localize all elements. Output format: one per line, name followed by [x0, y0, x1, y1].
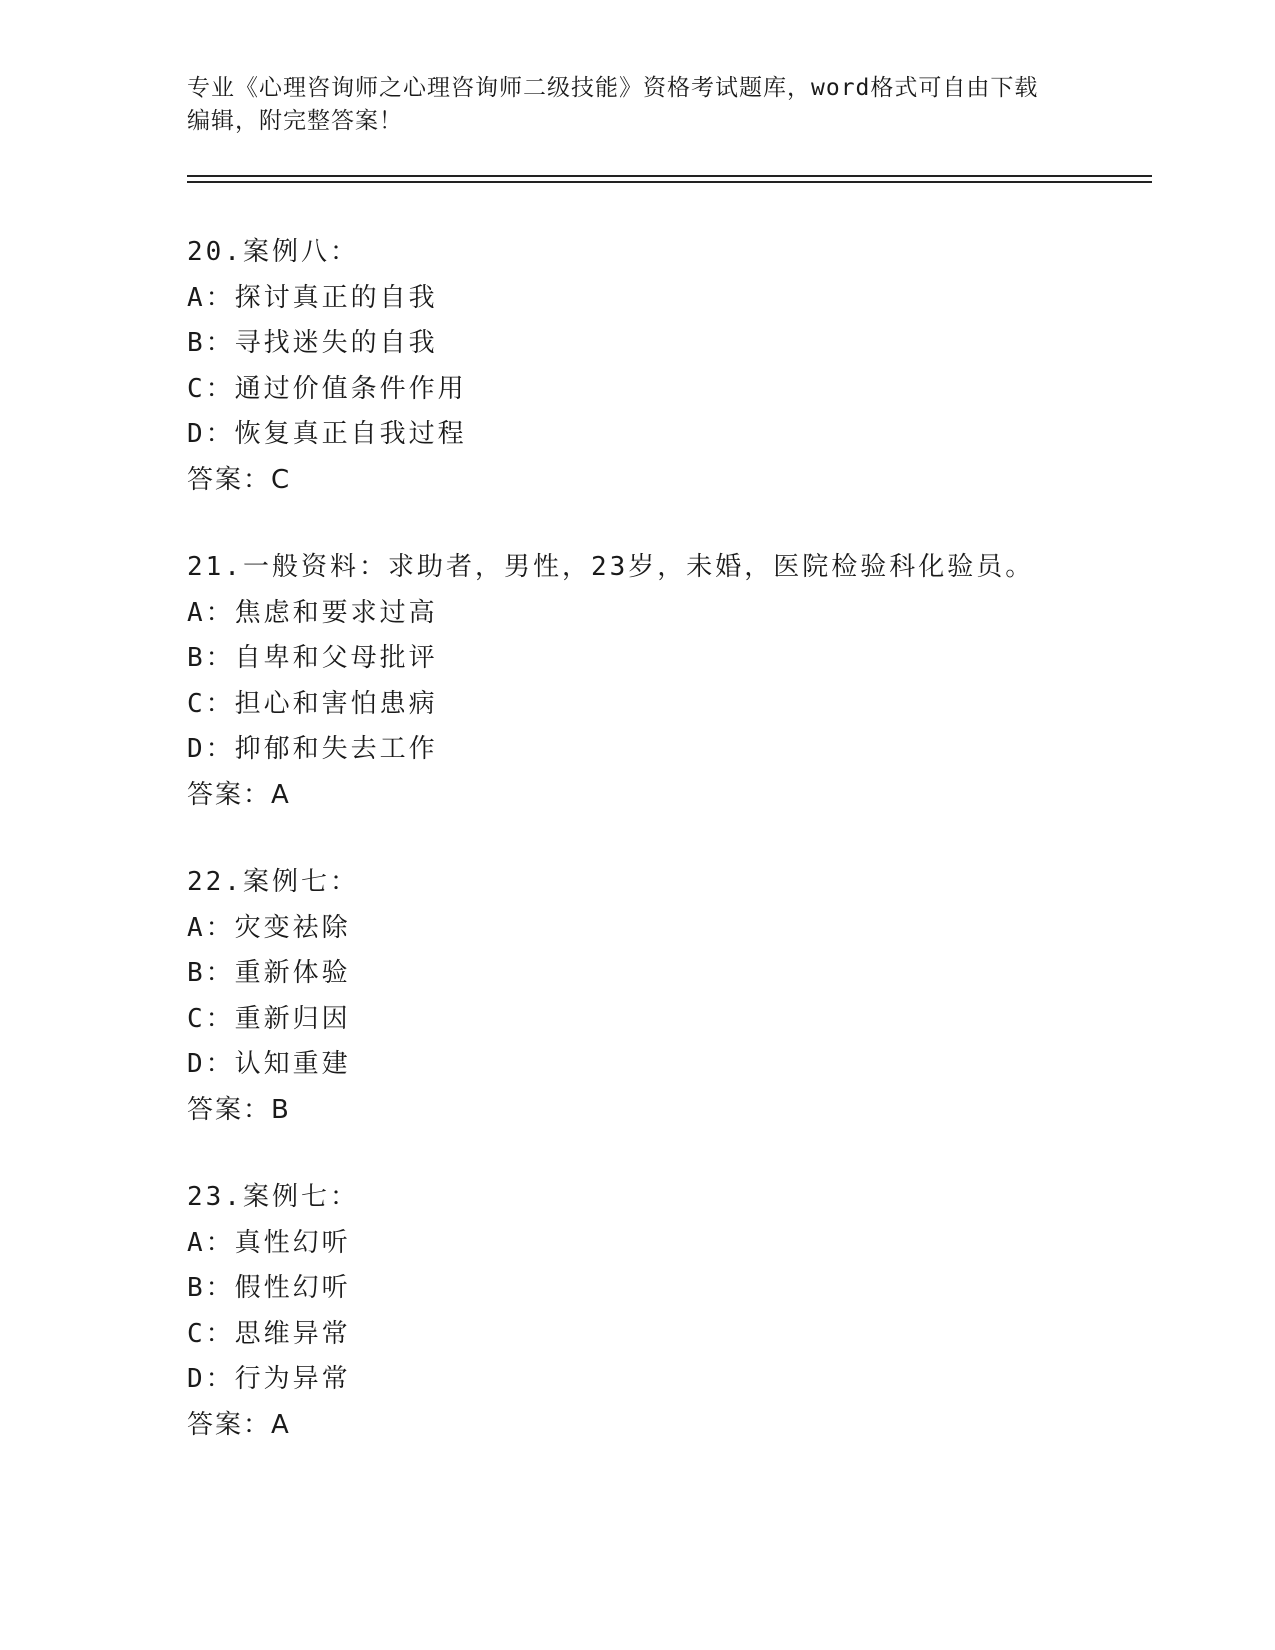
- option-c: C：重新归因: [187, 1003, 351, 1034]
- header-divider-bottom: [187, 181, 1152, 183]
- question-20: [187, 230, 1147, 503]
- option-b: B：寻找迷失的自我: [187, 328, 438, 358]
- option-a: A：灾变祛除: [187, 912, 351, 943]
- question-stem: 23.案例七：: [187, 1182, 359, 1212]
- option-b: B：假性幻听: [187, 1273, 351, 1303]
- header-line-1: 专业《心理咨询师之心理咨询师二级技能》资格考试题库，word格式可自由下载: [187, 75, 1039, 101]
- option-a: A：真性幻听: [187, 1227, 351, 1258]
- question-stem: 20.案例八：: [187, 237, 359, 267]
- answer: 答案：A: [187, 779, 291, 810]
- option-c: C：思维异常: [187, 1318, 351, 1349]
- question-23: [187, 1175, 1147, 1448]
- option-b: B：重新体验: [187, 958, 351, 988]
- question-stem: 21.一般资料：求助者，男性，23岁，未婚，医院检验科化验员。: [187, 552, 1035, 582]
- question-21: [187, 545, 1147, 818]
- question-stem: 22.案例七：: [187, 867, 359, 897]
- header-divider-top: [187, 175, 1152, 177]
- option-a: A：焦虑和要求过高: [187, 597, 438, 628]
- header-line-2: 编辑，附完整答案！: [187, 108, 403, 134]
- answer: 答案：A: [187, 1409, 291, 1440]
- option-b: B：自卑和父母批评: [187, 643, 438, 673]
- option-d: D：认知重建: [187, 1049, 351, 1079]
- option-d: D：恢复真正自我过程: [187, 419, 467, 449]
- option-d: D：行为异常: [187, 1364, 351, 1394]
- answer: 答案：C: [187, 464, 292, 495]
- answer: 答案：B: [187, 1094, 291, 1125]
- option-c: C：担心和害怕患病: [187, 688, 438, 719]
- question-22: [187, 860, 1147, 1133]
- document-header: [187, 72, 1087, 138]
- option-c: C：通过价值条件作用: [187, 373, 467, 404]
- option-a: A：探讨真正的自我: [187, 282, 438, 313]
- option-d: D：抑郁和失去工作: [187, 734, 438, 764]
